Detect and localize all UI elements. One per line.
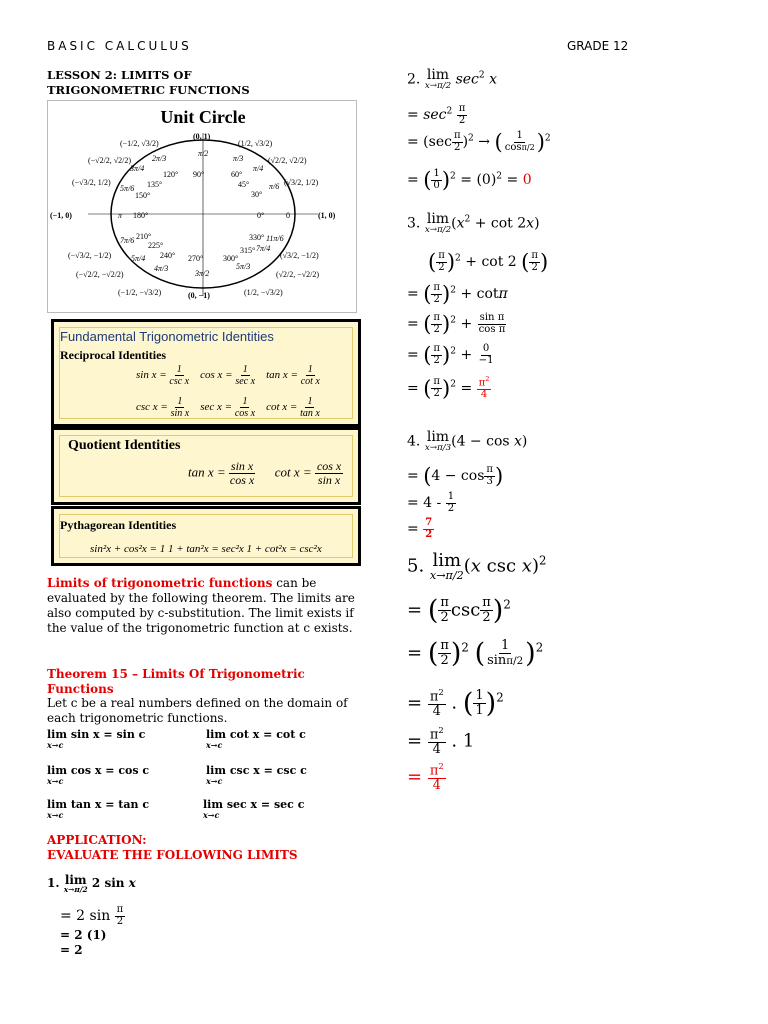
svg-text:300°: 300° [223, 254, 239, 263]
pythagorean-row: sin²x + cos²x = 1 1 + tan²x = sec²x 1 + cot²x = csc²x [90, 543, 322, 555]
svg-text:(1/2, −√3/2): (1/2, −√3/2) [244, 288, 283, 297]
problem-4: 4. lim x→π/3 (4 − cos x) [407, 429, 528, 453]
svg-text:π/4: π/4 [253, 164, 264, 173]
quotient-identities-box [51, 427, 361, 505]
problem-3-step-1: ( $\frac{\pi}{2}$ )$^2$ + cot 2 ( $\frac{\pi}{2}$ ) [428, 249, 549, 274]
svg-text:5π/6: 5π/6 [120, 184, 135, 193]
theorem-title [47, 667, 305, 697]
svg-text:45°: 45° [238, 180, 250, 189]
lesson-title-line2: TRIGONOMETRIC FUNCTIONS [47, 83, 250, 97]
reciprocal-identities-title: Reciprocal Identities [60, 348, 167, 362]
lesson-title-line1: LESSON 2: LIMITS OF [47, 68, 192, 82]
problem-2-answer: 0 [522, 172, 532, 188]
svg-text:135°: 135° [147, 180, 163, 189]
problem-5-step-5: = $\frac{\pi^2}{4}$ [407, 761, 444, 793]
reciprocal-row-1: sin x = 1 csc x cos x = 1 sec x tan x = $\frac{1}{\text{cot x}}$ [136, 364, 320, 387]
svg-text:(√2/2, √2/2): (√2/2, √2/2) [268, 156, 307, 165]
svg-text:π/2: π/2 [198, 149, 209, 158]
svg-text:(√3/2, −1/2): (√3/2, −1/2) [280, 251, 319, 260]
svg-text:240°: 240° [160, 251, 176, 260]
problem-4-step-2: = 4 - $\frac{1}{2}$ [407, 491, 455, 514]
svg-text:(0, −1): (0, −1) [188, 291, 210, 300]
problem-5-step-4: = $\frac{\pi^2}{4}$ . 1 [407, 725, 475, 757]
svg-text:3π/2: 3π/2 [195, 269, 210, 278]
problem-3: 3. lim x→π/2 $(x^2 + \cot 2x)$ [407, 211, 540, 235]
svg-text:3π/4: 3π/4 [130, 164, 145, 173]
svg-text:120°: 120° [163, 170, 179, 179]
problem-1-step-2: = 2 (1) [60, 928, 107, 942]
theorem-title-line2: Functions [47, 682, 114, 696]
theorem-limit-tan: lim tan x = tan c x→c [47, 798, 150, 820]
reciprocal-identities-box [51, 319, 361, 427]
svg-text:225°: 225° [148, 241, 164, 250]
problem-3-step-3: = ( $\frac{\pi}{2}$ )$^2$ + $\frac{\text{sin π}}{\text{cos π}}$ [407, 311, 506, 336]
svg-text:330°: 330° [249, 233, 265, 242]
problem-3-step-2: = ( $\frac{\pi}{2}$ )$^2$ + cotπ [407, 281, 508, 306]
pythagorean-identities-title: Pythagorean Identities [60, 518, 177, 532]
problem-2-step-3: = ( $\frac{1}{0}$ )$^2 = (0)^2 = 0$ [407, 167, 532, 192]
problem-3-step-5: = ( $\frac{\pi}{2}$ )$^2$ = $\frac{\pi^2}{4}$ [407, 375, 490, 401]
problem-5-step-3: = $\frac{\pi^2}{4}$ . ( $\frac{1}{1}$ )$^2$ [407, 687, 504, 720]
svg-text:π/3: π/3 [233, 154, 244, 163]
svg-text:(−1/2, √3/2): (−1/2, √3/2) [120, 139, 159, 148]
svg-text:(−√3/2, 1/2): (−√3/2, 1/2) [72, 178, 111, 187]
problem-4-step-1: = (4 − cos $\frac{\pi}{3}$ ) [407, 463, 504, 488]
reciprocal-row-2: csc x = $\frac{1}{\text{sin x}}$ sec x = $\frac{1}{\text{cos x}}$ cot x = $\frac{1}{\text{tan x}}$ [136, 396, 320, 419]
svg-text:180°: 180° [133, 211, 149, 220]
svg-text:(1/2, √3/2): (1/2, √3/2) [238, 139, 273, 148]
theorem-text: Let c be a real numbers defined on the domain of each trigonometric functions. [47, 696, 348, 725]
problem-2: 2. lim x→π/2 $\sec^2 x$ [407, 67, 498, 91]
svg-text:(√3/2, 1/2): (√3/2, 1/2) [284, 178, 319, 187]
svg-text:2π/3: 2π/3 [152, 154, 167, 163]
problem-1-step-3: = 2 [60, 943, 83, 957]
application-line2: EVALUATE THE FOLLOWING LIMITS [47, 848, 298, 862]
unit-circle-svg [48, 101, 358, 314]
application-line1: APPLICATION: [47, 833, 147, 847]
problem-2-step-1: = $\sec^2$ $\frac{\pi}{2}$ [407, 103, 466, 126]
intro-highlight: Limits of trigonometric functions [47, 576, 273, 590]
course-title: BASIC CALCULUS [47, 39, 192, 53]
intro-paragraph [47, 576, 363, 636]
svg-text:(−1/2, −√3/2): (−1/2, −√3/2) [118, 288, 162, 297]
svg-text:30°: 30° [251, 190, 263, 199]
quotient-identities-title: Quotient Identities [68, 438, 181, 453]
unit-circle-title: Unit Circle [160, 107, 246, 127]
svg-text:7π/4: 7π/4 [256, 244, 271, 253]
theorem-limit-sec: lim sec x = sec c x→c [203, 798, 305, 820]
svg-text:11π/6: 11π/6 [266, 234, 284, 243]
svg-text:(−√2/2, −√2/2): (−√2/2, −√2/2) [76, 270, 124, 279]
problem-4-step-3: = $\frac{7}{2}$ [407, 517, 433, 540]
unit-circle-figure [47, 100, 357, 313]
svg-text:0°: 0° [257, 211, 265, 220]
problem-5-step-2: = ( $\frac{\pi}{2}$ )$^2$ ( $\frac{1}{\sin\pi/2}$ )$^2$ [407, 638, 544, 669]
svg-text:(0, 1): (0, 1) [193, 132, 211, 141]
theorem-title-line1: Theorem 15 – Limits Of Trigonometric [47, 667, 305, 681]
svg-text:150°: 150° [135, 191, 151, 200]
svg-text:(1, 0): (1, 0) [318, 211, 336, 220]
problem-2-step-2: = (sec $\frac{\pi}{2}$ )$^2$ → ( $\frac{1}{\cos\pi/2}$ )$^2$ [407, 129, 551, 154]
svg-text:4π/3: 4π/3 [154, 264, 169, 273]
quotient-row: tan x = $\frac{\text{sin x}}{\text{cos x}}$ cot x = $\frac{\text{cos x}}{\text{sin x}}$ [188, 459, 342, 488]
application-heading [47, 833, 298, 863]
svg-text:5π/3: 5π/3 [236, 262, 251, 271]
svg-text:(−1, 0): (−1, 0) [50, 211, 72, 220]
svg-text:210°: 210° [136, 232, 152, 241]
svg-text:7π/6: 7π/6 [120, 236, 135, 245]
problem-1-step-1: = 2 sin $\frac{\pi}{2}$ [60, 904, 124, 927]
theorem-limit-sin: lim sin x = sin c x→c [47, 728, 146, 750]
svg-text:5π/4: 5π/4 [131, 254, 146, 263]
svg-text:(−√2/2, √2/2): (−√2/2, √2/2) [88, 156, 132, 165]
theorem-limit-cot: lim cot x = cot c x→c [206, 728, 306, 750]
svg-text:60°: 60° [231, 170, 243, 179]
intro-text: can be evaluated by the following theorem. The limits are also computed by c-substitution. The limit exists if the value of the trigonometric function at c exists. [47, 576, 355, 635]
problem-5-step-1: = ( $\frac{\pi}{2}$ csc $\frac{\pi}{2}$ )$^2$ [407, 595, 511, 626]
problem-5: 5. lim x→π/2 (x csc x)$^2$ [407, 550, 547, 582]
svg-text:(−√3/2, −1/2): (−√3/2, −1/2) [68, 251, 112, 260]
lesson-title [47, 68, 250, 98]
problem-1: 1. lim x→π/2 2 sin x [47, 873, 136, 894]
svg-text:π: π [118, 211, 123, 220]
fundamental-identities-title: Fundamental Trigonometric Identities [60, 329, 274, 344]
svg-text:0: 0 [286, 211, 290, 220]
svg-text:(√2/2, −√2/2): (√2/2, −√2/2) [276, 270, 320, 279]
pythagorean-identities-box [51, 506, 361, 566]
svg-text:315°: 315° [240, 246, 256, 255]
grade-label: GRADE 12 [567, 39, 629, 53]
theorem-limit-csc: lim csc x = csc c x→c [206, 764, 307, 786]
svg-text:π/6: π/6 [269, 182, 280, 191]
svg-text:90°: 90° [193, 170, 205, 179]
theorem-limit-cos: lim cos x = cos c x→c [47, 764, 150, 786]
problem-3-step-4: = ( $\frac{\pi}{2}$ )$^2$ + $\frac{0}{-1}$ [407, 342, 494, 367]
svg-text:270°: 270° [188, 254, 204, 263]
